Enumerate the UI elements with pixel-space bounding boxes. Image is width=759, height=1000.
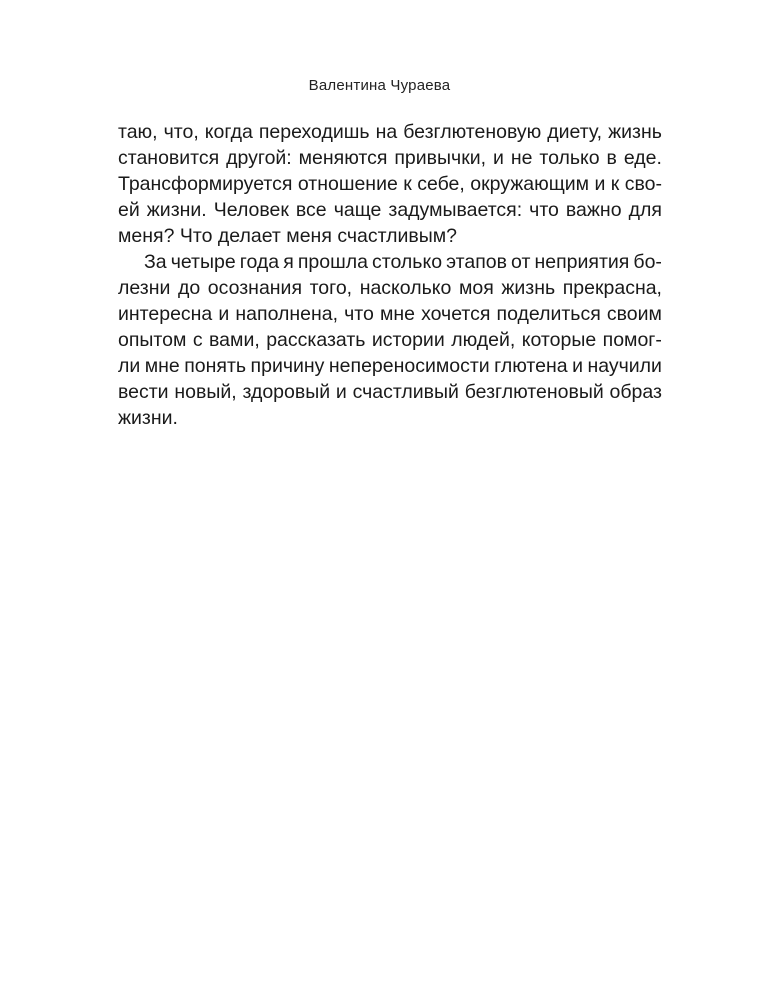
text-line: меня? Что делает меня счастливым? xyxy=(118,225,458,247)
paragraph xyxy=(118,249,662,431)
text-line: Трансформируется отношение к себе, окружающим и к сво- xyxy=(118,173,662,195)
text-line: ли мне понять причину непереносимости глютена и научили xyxy=(118,355,662,377)
text-line: ей жизни. Человек все чаще задумывается: что важно для xyxy=(118,199,662,221)
paragraph xyxy=(118,119,662,249)
running-head-author: Валентина Чураева xyxy=(308,77,451,94)
text-line: таю, что, когда переходишь на безглютеновую диету, жизнь xyxy=(118,121,662,143)
body-text xyxy=(118,119,662,431)
text-line: интересна и наполнена, что мне хочется поделиться своим xyxy=(118,303,662,325)
text-line: вести новый, здоровый и счастливый безглютеновый образ xyxy=(118,381,662,403)
text-line: жизни. xyxy=(118,407,178,429)
text-line: За четыре года я прошла столько этапов от неприятия бо- xyxy=(144,251,662,273)
text-line: опытом с вами, рассказать истории людей, которые помог- xyxy=(118,329,662,351)
text-line: лезни до осознания того, насколько моя жизнь прекрасна, xyxy=(118,277,662,299)
text-line: становится другой: меняются привычки, и не только в еде. xyxy=(118,147,662,169)
